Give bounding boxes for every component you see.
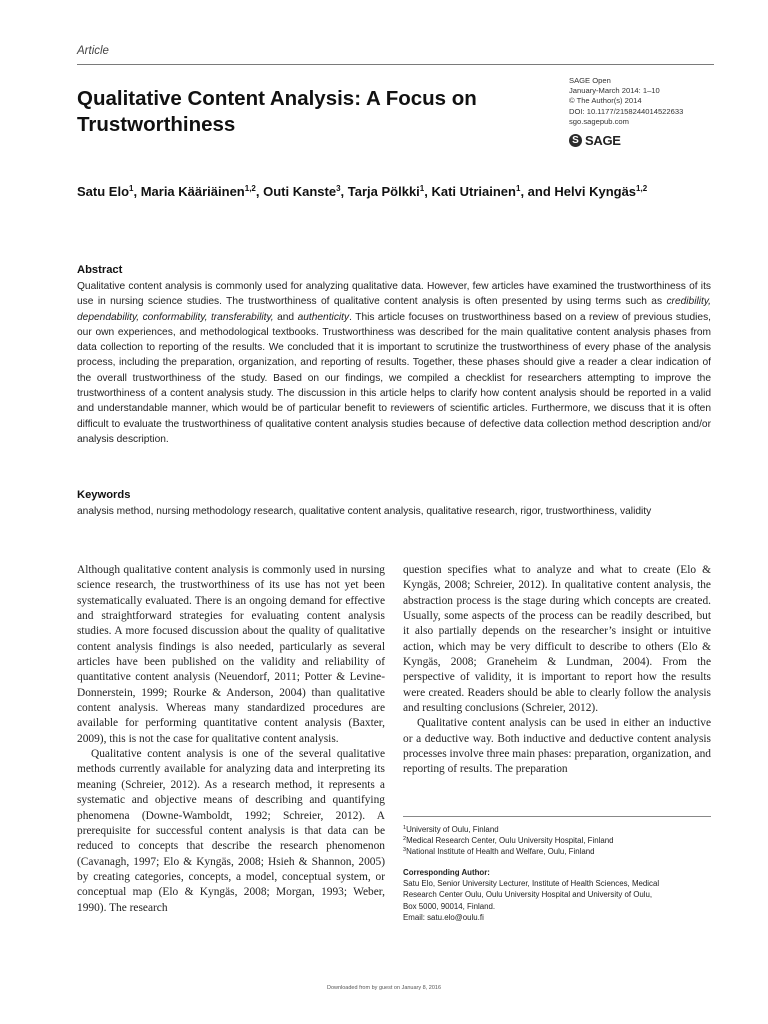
journal-info	[569, 76, 683, 127]
body-paragraph: Although qualitative content analysis is commonly used in nursing science research, the trustworthiness of its use has not yet been systematically evaluated. There is an ongoing demand for effective and straightforward strategies for evaluating content analysis studies. A more focused discussion about the quality of qualitative content analysis findings is also needed, particularly as several articles have been published on the validity and reliability of quantitative content analysis (Neuendorf, 2011; Potter & Levine-Donnerstein, 1999; Rourke & Anderson, 2004) than qualitative content analysis. Whereas many standardized procedures are available for performing quantitative content analysis (Baxter, 2009), this is not the case for qualitative content analysis.	[77, 564, 385, 745]
author-affiliation: 1,2	[244, 184, 256, 193]
affiliation-note	[403, 824, 715, 835]
abstract-text-part: Qualitative content analysis is commonly used for analyzing qualitative data. However, few articles have examined the trustworthiness of its use in nursing science studies. The trustworthiness of qualitative content analysis is often presented by using terms such as	[77, 281, 711, 308]
body-paragraph: question specifies what to analyze and what to create (Elo & Kyngäs, 2008; Schreier, 2012). In qualitative content analysis, the abstraction process is the stage during which concepts are created. Usually, some aspects of the process can be readily described, but it also partially depends on the researcher’s insight or intuitive action, which may be very difficult to describe to others (Elo & Kyngäs, 2008; Graneheim & Lundman, 2004). From the perspective of validity, it is important to report how the results were created. Readers should be able to clearly follow the analysis and resulting conclusions (Schreier, 2012).	[403, 564, 711, 715]
body-paragraph: Qualitative content analysis can be used in either an inductive or a deductive way. Both inductive and deductive content analysis processes involve three main phases: preparation, organization, and reporting of results. The preparation	[403, 717, 711, 776]
abstract-heading: Abstract	[77, 264, 123, 276]
author-separator: ,	[424, 184, 432, 199]
affiliation-note	[403, 835, 715, 846]
corresponding-author-line: Research Center Oulu, Oulu University Hospital and University of Oulu,	[403, 890, 653, 900]
author-separator: ,	[340, 184, 348, 199]
journal-url[interactable]: sgo.sagepub.com	[569, 116, 629, 126]
author-affiliation: 1	[515, 184, 521, 193]
affiliation-text: National Institute of Health and Welfare, Oulu, Finland	[406, 847, 595, 857]
author-affiliation: 3	[336, 184, 341, 193]
journal-doi[interactable]: DOI: 10.1177/2158244014522633	[569, 106, 684, 116]
corresponding-author-line: Satu Elo, Senior University Lecturer, Institute of Health Sciences, Medical	[403, 879, 660, 889]
journal-issue: January-March 2014: 1–10	[569, 86, 660, 96]
footnote-rule	[403, 816, 711, 817]
author-list	[77, 182, 727, 201]
author-name: Outi Kanste	[263, 184, 337, 199]
author-affiliation: 1,2	[636, 184, 648, 193]
author-separator: , and	[520, 184, 555, 199]
body-column-right	[403, 563, 711, 778]
author-name: Kati Utriainen	[431, 184, 516, 199]
article-type-label: Article	[77, 45, 109, 57]
abstract-italic-terms: credibility, dependability, conformability, transferability,	[77, 296, 711, 323]
sage-logo	[569, 133, 621, 148]
abstract-text-part: and	[273, 311, 298, 323]
author-affiliation: 1	[129, 184, 134, 193]
sage-logo-icon: S	[569, 134, 582, 147]
sage-logo-text: SAGE	[585, 133, 621, 148]
keywords-heading: Keywords	[77, 489, 131, 501]
journal-copyright: © The Author(s) 2014	[569, 96, 642, 106]
body-column-left	[77, 563, 385, 916]
affiliation-number: 1	[403, 825, 407, 831]
corresponding-author-line: Box 5000, 90014, Finland.	[403, 901, 496, 911]
journal-name: SAGE Open	[569, 76, 611, 85]
corresponding-author-email[interactable]: Email: satu.elo@oulu.fi	[403, 912, 484, 922]
affiliation-number: 3	[403, 847, 407, 854]
body-paragraph: Qualitative content analysis is one of the several qualitative methods currently available for analyzing data and interpreting its meaning (Schreier, 2012). As a research method, it represents a systematic and objective means of describing and quantifying phenomena (Downe-Wamboldt, 1992; Schreier, 2012). A prerequisite for successful content analysis is that data can be reduced to concepts that describe the research phenomenon (Cavanagh, 1997; Elo & Kyngäs, 2008; Hsieh & Shannon, 2005) by creating categories, concepts, a model, conceptual system, or conceptual map (Elo & Kyngäs, 2008; Morgan, 1993; Weber, 1990). The research	[77, 748, 385, 914]
keywords-text: analysis method, nursing methodology research, qualitative content analysis, qualitative research, rigor, trustworthiness, validity	[77, 506, 652, 517]
corresponding-author-heading: Corresponding Author:	[403, 868, 490, 878]
abstract-italic-term: authenticity	[297, 311, 350, 323]
author-name: Satu Elo	[77, 184, 130, 199]
affiliation-text: University of Oulu, Finland	[406, 825, 499, 834]
author-separator: ,	[255, 184, 264, 199]
download-note: Downloaded from by guest on January 8, 2016	[326, 985, 442, 991]
abstract-text-part: . This article focuses on trustworthiness based on a review of previous studies, our own experiences, and methodological textbooks. Trustworthiness was described for the main qualitative content analysis phases from data collection to reporting of the results. We concluded that it is important to scrutinize the trustworthiness of every phase of the analysis process, including the preparation, organization, and reporting of results. Together, these phases should give a reader a clear indication of the overall trustworthiness of the study. Based on our findings, we compiled a checklist for researchers attempting to improve the trustworthiness of a content analysis study. The discussion in this article helps to clarify how content analysis should be reported in a valid and understandable manner, which would be of particular benefit to reviewers of scientific articles. Furthermore, we discuss that it is often difficult to evaluate the trustworthiness of qualitative content analysis studies because of defective data collection method description and/or analysis description.	[77, 311, 711, 445]
affiliation-text: Medical Research Center, Oulu University Hospital, Finland	[406, 836, 614, 846]
affiliation-number: 2	[403, 836, 407, 843]
author-affiliation: 1	[419, 184, 425, 193]
footnotes	[403, 824, 715, 923]
header-rule	[77, 64, 714, 65]
author-name: Tarja Pölkki	[347, 184, 420, 199]
article-title: Qualitative Content Analysis: A Focus on Trustworthiness	[77, 87, 477, 136]
affiliation-note	[403, 846, 715, 857]
author-name: Helvi Kyngäs	[554, 184, 637, 199]
author-separator: ,	[133, 184, 141, 199]
abstract-text	[77, 279, 711, 447]
author-name: Maria Kääriäinen	[140, 184, 245, 199]
